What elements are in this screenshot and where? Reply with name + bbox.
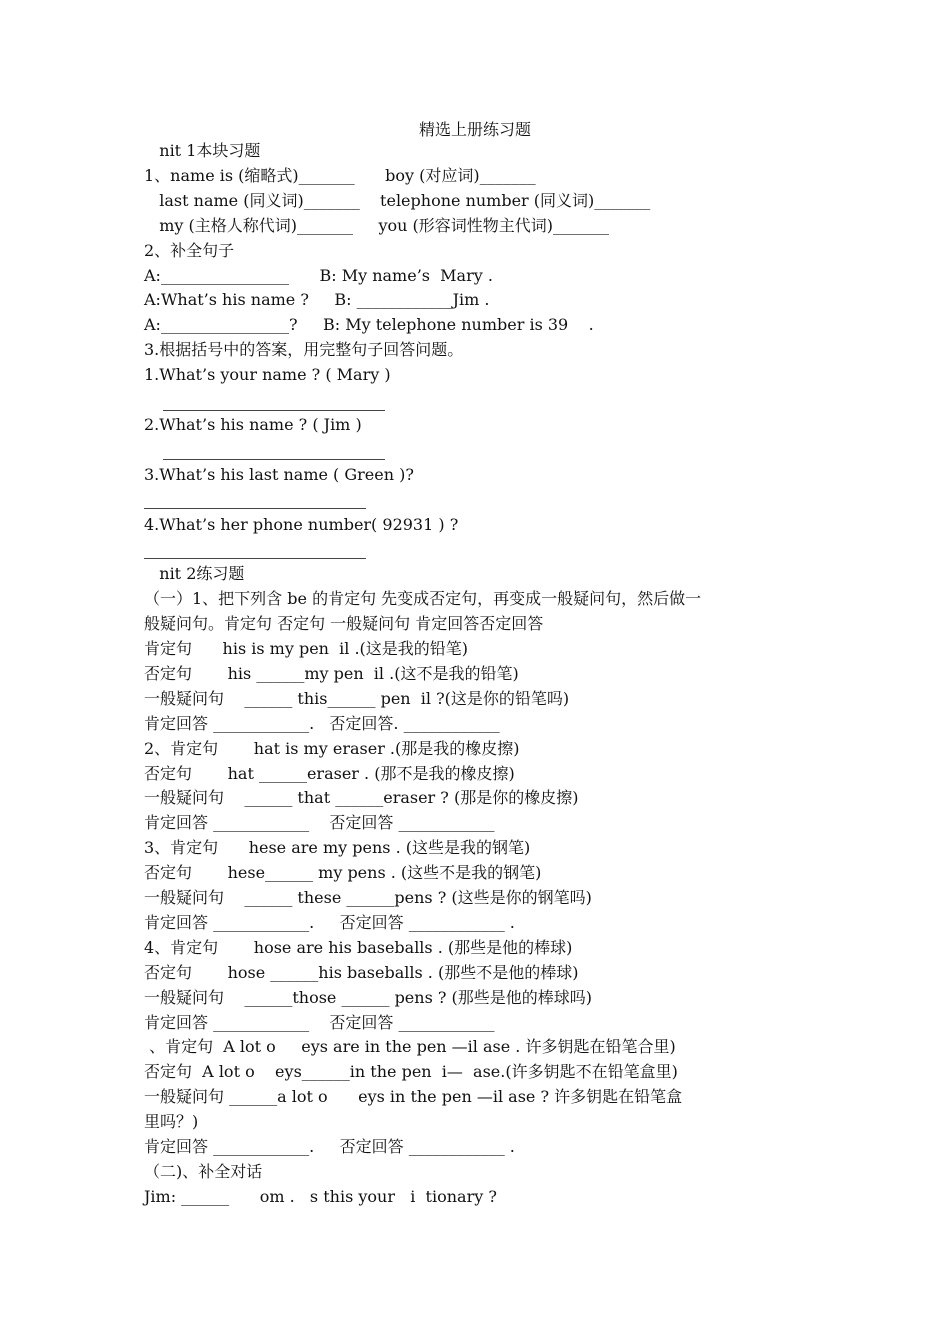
text-line: 、肯定句 A lot o eys are in the pen —il ase . 许多钥匙在铅笔合里) [144,1037,676,1057]
text-line [144,389,820,411]
text-line: 2.What’s his name ? ( Jim ) [144,414,362,434]
text-line: nit 2练习题 [144,564,245,584]
text-line: 3、肯定句 hese are my pens . (这些是我的钢笔) [144,838,531,858]
text-line: my (主格人称代词)_______ you (形容词性物主代词)_______ [144,215,610,235]
text-line: 2、肯定句 hat is my eraser .(那是我的橡皮擦) [144,738,520,758]
text-line: （一）1、把下列含 be 的肯定句 先变成否定句，再变成一般疑问句，然后做一 [144,589,702,609]
text-line: 一般疑问句 ______ these ______pens ? (这些是你的钢笔吗) [144,888,592,907]
text-line: 否定句 hese______ my pens . (这些不是我的钢笔) [144,863,542,883]
text-line: （二)、补全对话 [144,1161,263,1181]
text-line: last name (同义词)_______ telephone number (同义词)_______ [144,190,651,210]
text-line: Jim: ______ om . s this your i tionary ? [144,1186,497,1206]
text-line: 一般疑问句 ______ that ______eraser ? (那是你的橡皮擦) [144,788,579,808]
text-line: 3.根据括号中的答案，用完整句子回答问题。 [144,340,464,360]
text-line: nit 1本块习题 [144,141,261,160]
text-line: 肯定句 his is my pen il .(这是我的铅笔) [144,639,469,658]
text-line: 肯定回答 ____________. 否定回答. ____________ [144,713,500,733]
text-line: A:What’s his name ? B: ____________Jim . [144,290,490,310]
document-title: 精选上册练习题 [418,120,531,139]
text-line: 否定句 hose ______his baseballs . (那些不是他的棒球) [144,962,579,982]
text-line: A:________________? B: My telephone number is 39 . [144,315,594,335]
text-line: 一般疑问句 ______those ______ pens ? (那些是他的棒球吗) [144,987,593,1007]
answer-line-3 [144,508,366,509]
text-line: 3.What’s his last name ( Green )? [144,464,414,484]
text-line: 1、name is (缩略式)_______ boy (对应词)_______ [144,165,536,185]
text-line: 4.What’s her phone number( 92931 ) ? [144,514,459,534]
text-line: 肯定回答 ____________ 否定回答 ____________ [144,813,495,833]
text-line: 肯定回答 ____________. 否定回答 ____________ . [144,912,515,932]
answer-line-1 [163,410,385,411]
text-line: 否定句 A lot o eys______in the pen i— ase.(许多钥匙不在铅笔盒里) [144,1062,678,1082]
text-line: 一般疑问句 ______ this______ pen il ?(这是你的铅笔吗) [144,688,570,708]
text-line: 2、补全句子 [144,240,235,260]
answer-line-4 [144,558,366,559]
text-line: 里吗？) [144,1112,199,1132]
text-line: 般疑问句。肯定句 否定句 一般疑问句 肯定回答否定回答 [144,614,544,634]
text-line: 4、肯定句 hose are his baseballs . (那些是他的棒球) [144,937,573,957]
text-line: A:________________ B: My name’s Mary . [144,265,493,285]
text-line: 一般疑问句 ______a lot o eys in the pen —il ase ? 许多钥匙在铅笔盒 [144,1087,683,1107]
text-line: 否定句 his ______my pen il .(这不是我的铅笔) [144,663,519,683]
text-line: 肯定回答 ____________ 否定回答 ____________ [144,1012,495,1032]
text-line: 肯定回答 ____________. 否定回答 ____________ . [144,1137,515,1156]
text-line [144,439,820,461]
text-line: 1.What’s your name ? ( Mary ) [144,365,391,385]
text-line: 否定句 hat ______eraser . (那不是我的橡皮擦) [144,763,515,783]
answer-line-2 [163,459,385,460]
